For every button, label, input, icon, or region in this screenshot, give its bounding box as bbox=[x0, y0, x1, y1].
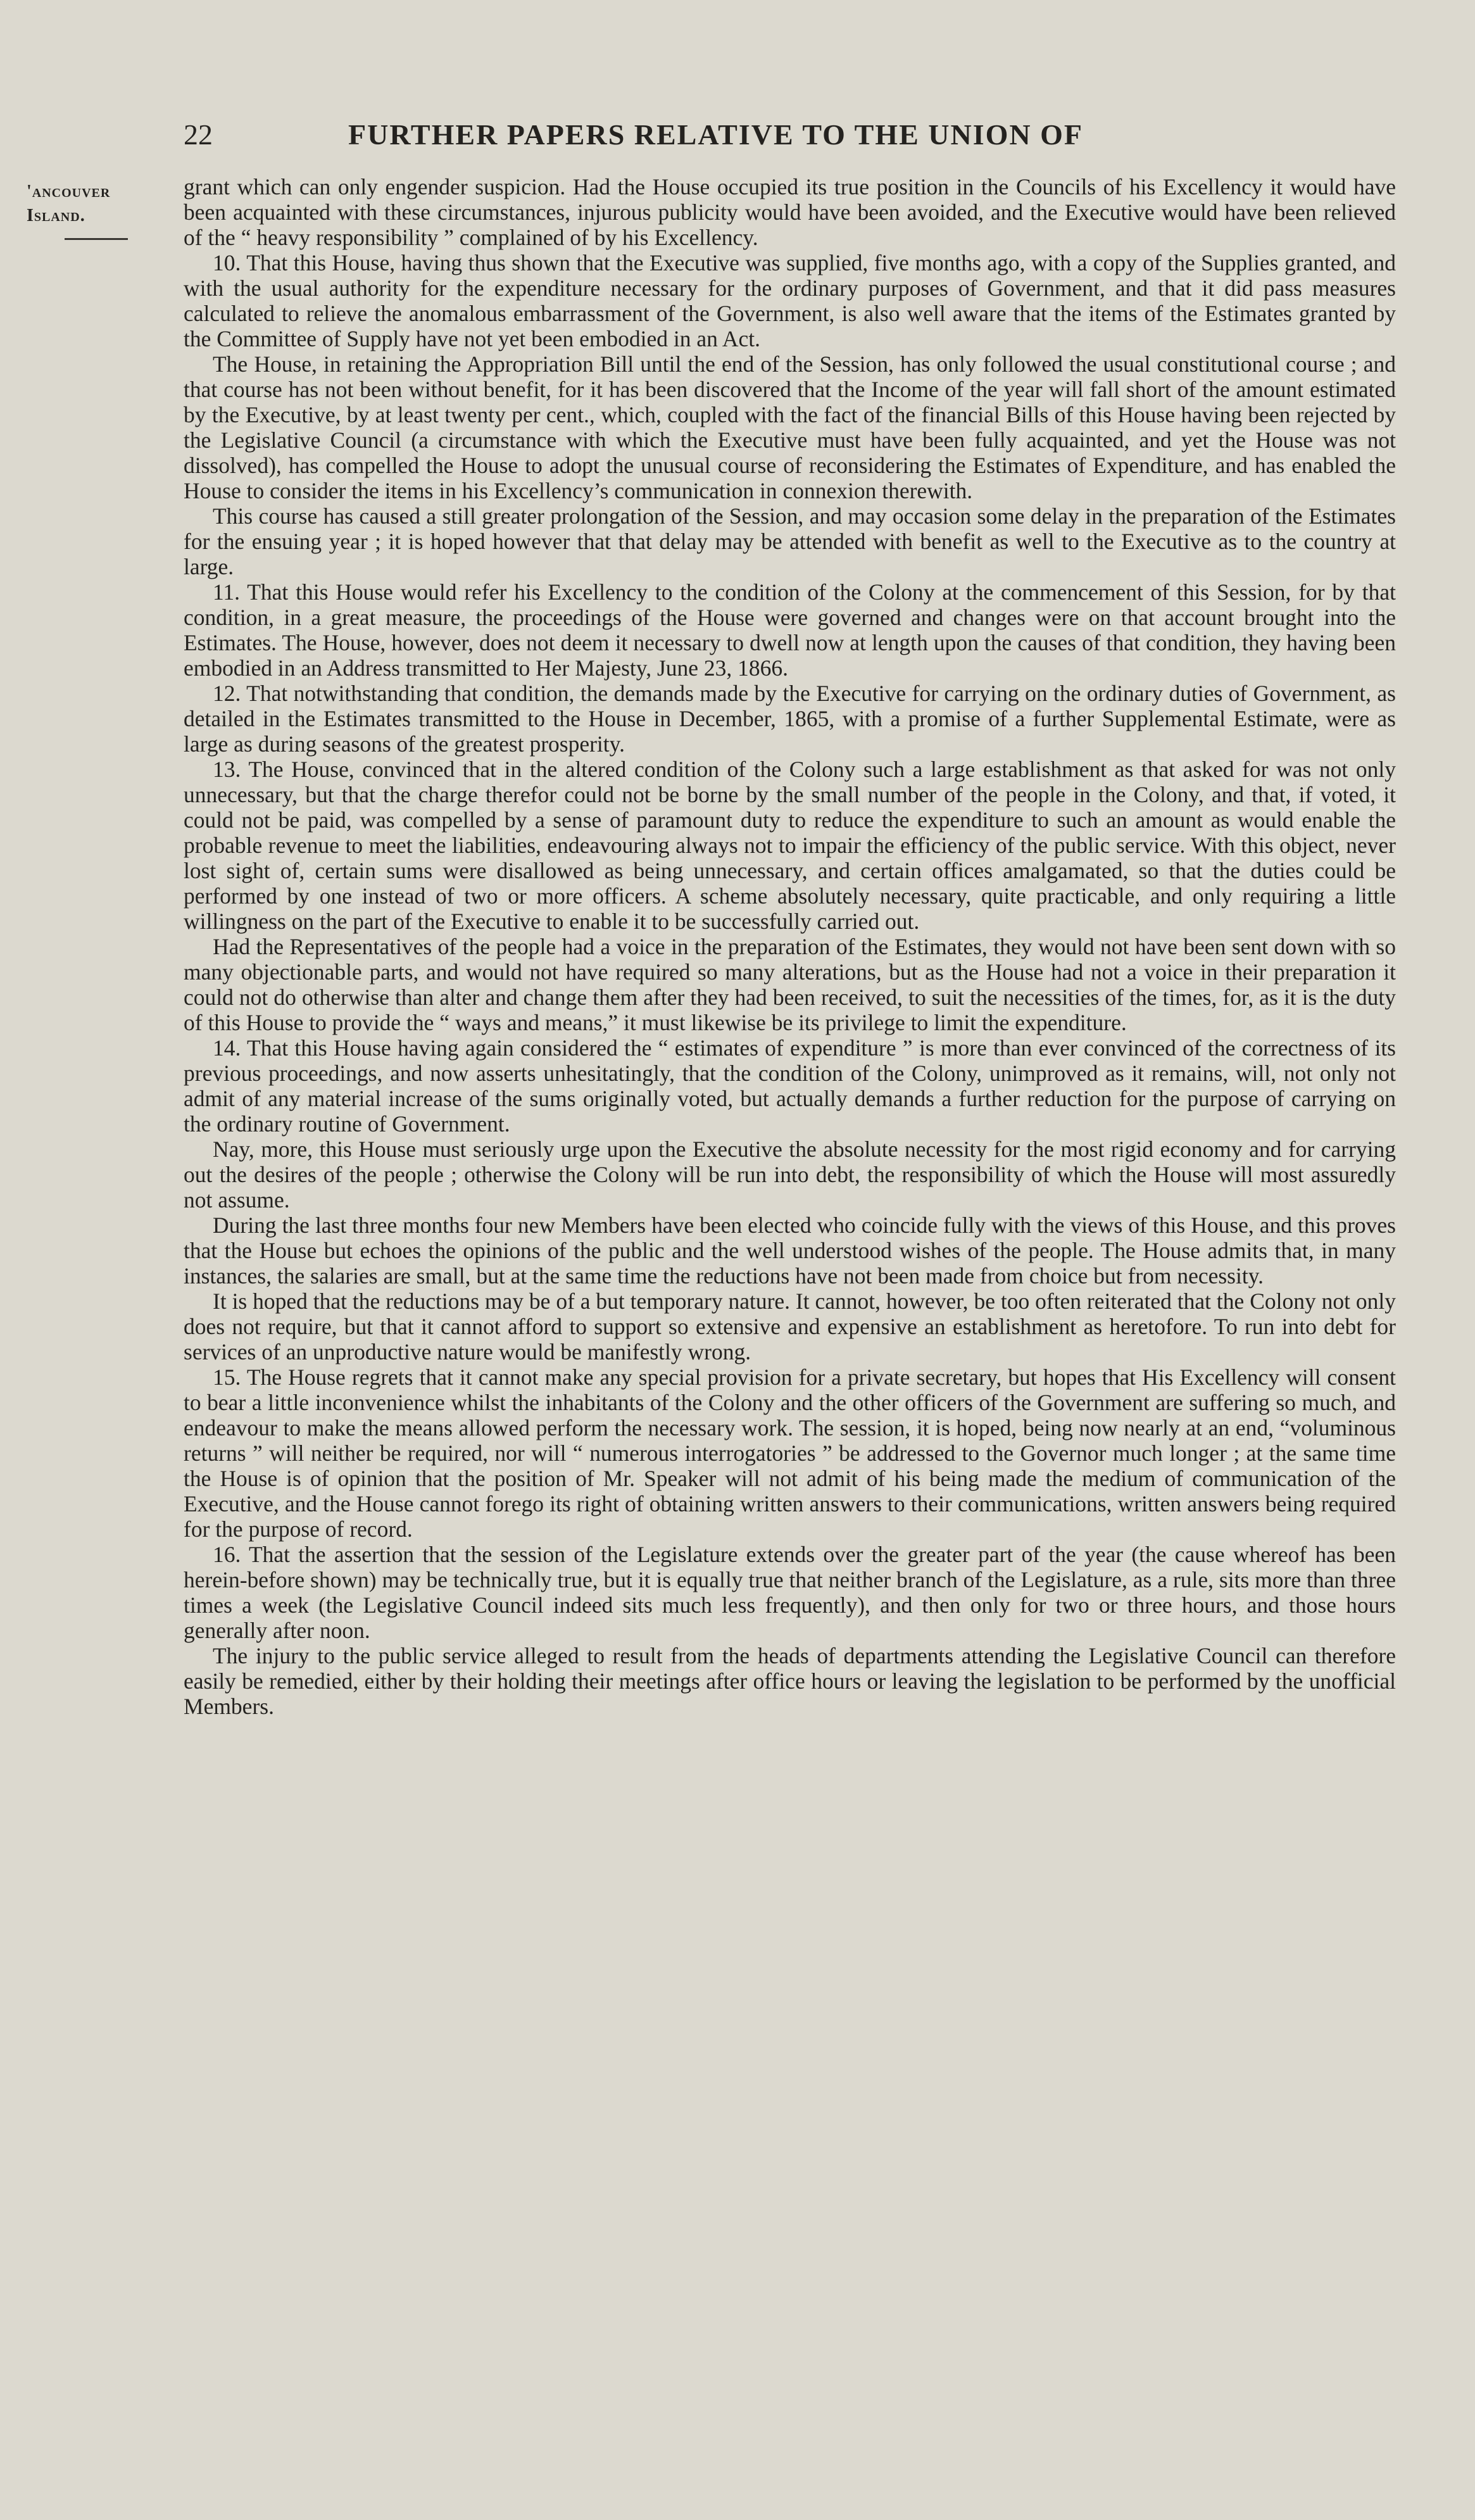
page-header bbox=[184, 113, 1247, 157]
paragraph: During the last three months four new Members have been elected who coincide fully with the views of this House, and this proves that the House but echoes the opinions of the public and the well understood wishes of the people. The House admits that, in many instances, the salaries are small, but at the same time the reductions have not been made from choice but from necessity. bbox=[184, 1213, 1396, 1288]
paragraph-14: 14. That this House having again considered the “ estimates of expenditure ” is more than ever convinced of the correctness of its previous proceedings, and now asserts unhesitatingly, that the condition of the Colony, unimproved as it remains, will, not only not admit of any material increase of the sums originally voted, but actually demands a further reduction for the purpose of carrying on the ordinary routine of Government. bbox=[184, 1035, 1396, 1137]
paragraph: Nay, more, this House must seriously urge upon the Executive the absolute necessity for the most rigid economy and for carrying out the desires of the people ; otherwise the Colony will be run into debt, the responsibility of which the House will most assuredly not assume. bbox=[184, 1137, 1396, 1213]
paragraph: The House, in retaining the Appropriation Bill until the end of the Session, has only followed the usual constitutional course ; and that course has not been without benefit, for it has been discovered that the Income of the year will fall short of the amount estimated by the Executive, by at least twenty per cent., which, coupled with the fact of the financial Bills of this House having been rejected by the Legislative Council (a circumstance with which the Executive must have been fully acquainted, and yet the House was not dissolved), has compelled the House to adopt the unusual course of reconsidering the Estimates of Expenditure, and has enabled the House to consider the items in his Excellency’s communication in connexion therewith. bbox=[184, 351, 1396, 503]
paragraph-15: 15. The House regrets that it cannot make any special provision for a private secretary, but hopes that His Excellency will consent to bear a little inconvenience whilst the inhabitants of the Colony and the other officers of the Government are suffering so much, and endeavour to make the means allowed perform the necessary work. The session, it is hoped, being now nearly at an end, “voluminous returns ” will neither be required, nor will “ numerous interrogatories ” be addressed to the Governor much longer ; at the same time the House is of opinion that the position of Mr. Speaker will not admit of his being made the medium of communication of the Executive, and the House cannot forego its right of obtaining written answers to their communications, written answers being required for the purpose of record. bbox=[184, 1364, 1396, 1542]
body-text bbox=[184, 174, 1396, 1719]
paragraph-16: 16. That the assertion that the session of the Legislature extends over the greater part of the year (the cause whereof has been herein-before shown) may be technically true, but it is equally true that neither branch of the Legislature, as a rule, sits more than three times a week (the Legislative Council indeed sits much less frequently), and then only for two or three hours, and those hours generally after noon. bbox=[184, 1542, 1396, 1643]
paragraph-13: 13. The House, convinced that in the altered condition of the Colony such a large establishment as that asked for was not only unnecessary, but that the charge therefor could not be borne by the small number of the people in the Colony, and that, if voted, it could not be paid, was compelled by a sense of paramount duty to reduce the expenditure to such an amount as would enable the probable revenue to meet the liabilities, endeavouring always not to impair the efficiency of the public service. With this object, never lost sight of, certain sums were disallowed as being unnecessary, and certain offices amalgamated, so that the duties could be performed by one instead of two or more officers. A scheme absolutely necessary, quite practicable, and only requiring a little willingness on the part of the Executive to enable it to be successfully carried out. bbox=[184, 757, 1396, 934]
page-number: 22 bbox=[184, 118, 213, 151]
margin-note bbox=[27, 180, 166, 240]
paragraph-continuation: grant which can only engender suspicion. Had the House occupied its true position in the Councils of his Excellency it would have been acquainted with these circumstances, injurous publicity would have been avoided, and the Executive would have been relieved of the “ heavy responsibility ” complained of by his Excellency. bbox=[184, 174, 1396, 250]
paragraph: This course has caused a still greater prolongation of the Session, and may occasion some delay in the preparation of the Estimates for the ensuing year ; it is hoped however that that delay may be attended with benefit as well to the Executive as to the country at large. bbox=[184, 503, 1396, 579]
margin-note-line-2: Island. bbox=[27, 206, 85, 225]
margin-note-line-1: 'ancouver bbox=[27, 182, 111, 201]
running-title: FURTHER PAPERS RELATIVE TO THE UNION OF bbox=[348, 118, 1083, 151]
margin-note-rule bbox=[65, 238, 128, 240]
paragraph: The injury to the public service alleged to result from the heads of departments attending the Legislative Council can therefore easily be remedied, either by their holding their meetings after office hours or leaving the legislation to be performed by the unofficial Members. bbox=[184, 1643, 1396, 1719]
paragraph-11: 11. That this House would refer his Excellency to the condition of the Colony at the commencement of this Session, for by that condition, in a great measure, the proceedings of the House were governed and changes were on that account brought into the Estimates. The House, however, does not deem it necessary to dwell now at length upon the causes of that condition, they having been embodied in an Address transmitted to Her Majesty, June 23, 1866. bbox=[184, 579, 1396, 681]
paragraph: It is hoped that the reductions may be of a but temporary nature. It cannot, however, be too often reiterated that the Colony not only does not require, but that it cannot afford to support so extensive and expensive an establishment as heretofore. To run into debt for services of an unproductive nature would be manifestly wrong. bbox=[184, 1288, 1396, 1364]
paragraph: Had the Representatives of the people had a voice in the preparation of the Estimates, they would not have been sent down with so many objectionable parts, and would not have required so many alterations, but as the House had not a voice in their preparation it could not do otherwise than alter and change them after they had been received, to suit the necessities of the times, for, as it is the duty of this House to provide the “ ways and means,” it must likewise be its privilege to limit the expenditure. bbox=[184, 934, 1396, 1035]
paragraph-12: 12. That notwithstanding that condition, the demands made by the Executive for carrying on the ordinary duties of Government, as detailed in the Estimates transmitted to the House in December, 1865, with a promise of a further Supplemental Estimate, were as large as during seasons of the greatest prosperity. bbox=[184, 681, 1396, 757]
paragraph-10: 10. That this House, having thus shown that the Executive was supplied, five months ago, with a copy of the Supplies granted, and with the usual authority for the expenditure necessary for the ordinary purposes of Government, and that it did pass measures calculated to relieve the anomalous embarrassment of the Government, is also well aware that the items of the Estimates granted by the Committee of Supply have not yet been embodied in an Act. bbox=[184, 250, 1396, 351]
